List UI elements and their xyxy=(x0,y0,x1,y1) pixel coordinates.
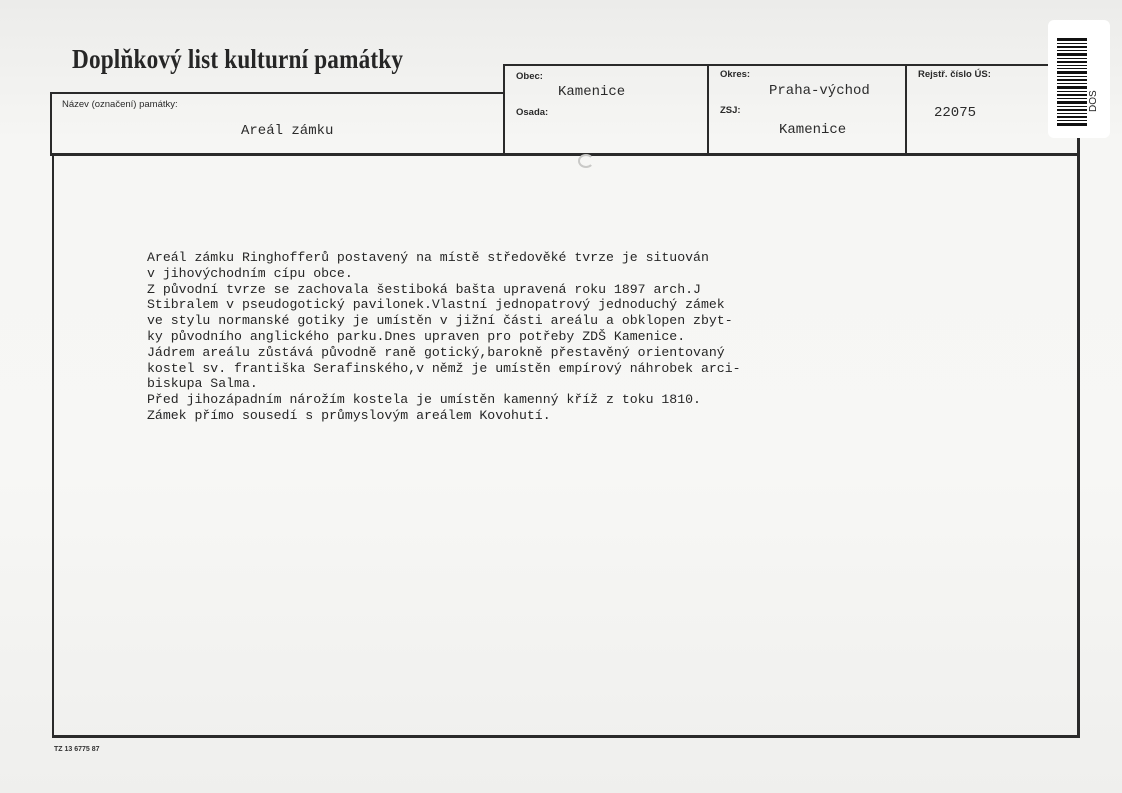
frame-bottom-border xyxy=(52,735,1080,738)
frame-right-border xyxy=(1077,64,1080,738)
description-line: ky původního anglického parku.Dnes upraven pro potřeby ZDŠ Kamenice. xyxy=(147,328,686,344)
rejstrik-label: Rejstř. číslo ÚS: xyxy=(918,69,991,80)
obec-value: Kamenice xyxy=(558,84,626,100)
frame-left-border xyxy=(52,155,54,737)
ink-smudge xyxy=(578,154,594,168)
rejstrik-value: 22075 xyxy=(934,105,977,121)
form-title: Doplňkový list kulturní památky xyxy=(72,44,404,74)
divider-obec-okres xyxy=(707,64,709,155)
form-code: TZ 13 6775 87 xyxy=(54,746,100,753)
name-value: Areál zámku xyxy=(241,123,334,139)
name-label: Název (označení) památky: xyxy=(62,99,178,110)
description-line: Před jihozápadním nárožím kostela je umístěn kamenný kříž z toku 1810. xyxy=(147,392,701,408)
description-line: kostel sv. františka Serafinského,v němž je umístěn empírový náhrobek arci- xyxy=(147,360,741,376)
description-line: biskupa Salma. xyxy=(147,376,258,392)
divider-name-obec xyxy=(503,64,505,155)
header-left-border xyxy=(50,92,52,155)
name-cell-top-line xyxy=(50,92,504,94)
description-line: Zámek přímo sousedí s průmyslovým areálem Kovohutí. xyxy=(147,407,551,423)
zsj-value: Kamenice xyxy=(779,122,847,138)
monument-description xyxy=(147,250,741,424)
header-top-line xyxy=(503,64,1075,66)
barcode-icon xyxy=(1057,38,1093,128)
description-line: Z původní tvrze se zachovala šestiboká bašta upravená roku 1897 arch.J xyxy=(147,281,701,297)
okres-label: Okres: xyxy=(720,69,751,80)
barcode-caption: DOS xyxy=(1088,90,1099,112)
zsj-label: ZSJ: xyxy=(720,105,741,116)
obec-label: Obec: xyxy=(516,71,543,82)
description-line: Areál zámku Ringhofferů postavený na místě středověké tvrze je situován xyxy=(147,250,709,265)
okres-value: Praha-východ xyxy=(769,83,870,99)
description-line: Jádrem areálu zůstává původně raně gotický,barokně přestavěný orientovaný xyxy=(147,344,725,360)
description-line: v jihovýchodním cípu obce. xyxy=(147,265,353,281)
description-line: ve stylu normanské gotiky je umístěn v jižní části areálu a obklopen zbyt- xyxy=(147,313,733,329)
divider-okres-rejst xyxy=(905,64,907,155)
osada-label: Osada: xyxy=(516,107,549,118)
description-line: Stibralem v pseudogotický pavilonek.Vlastní jednopatrový jednoduchý zámek xyxy=(147,297,725,313)
header-bottom-line xyxy=(50,153,1080,156)
